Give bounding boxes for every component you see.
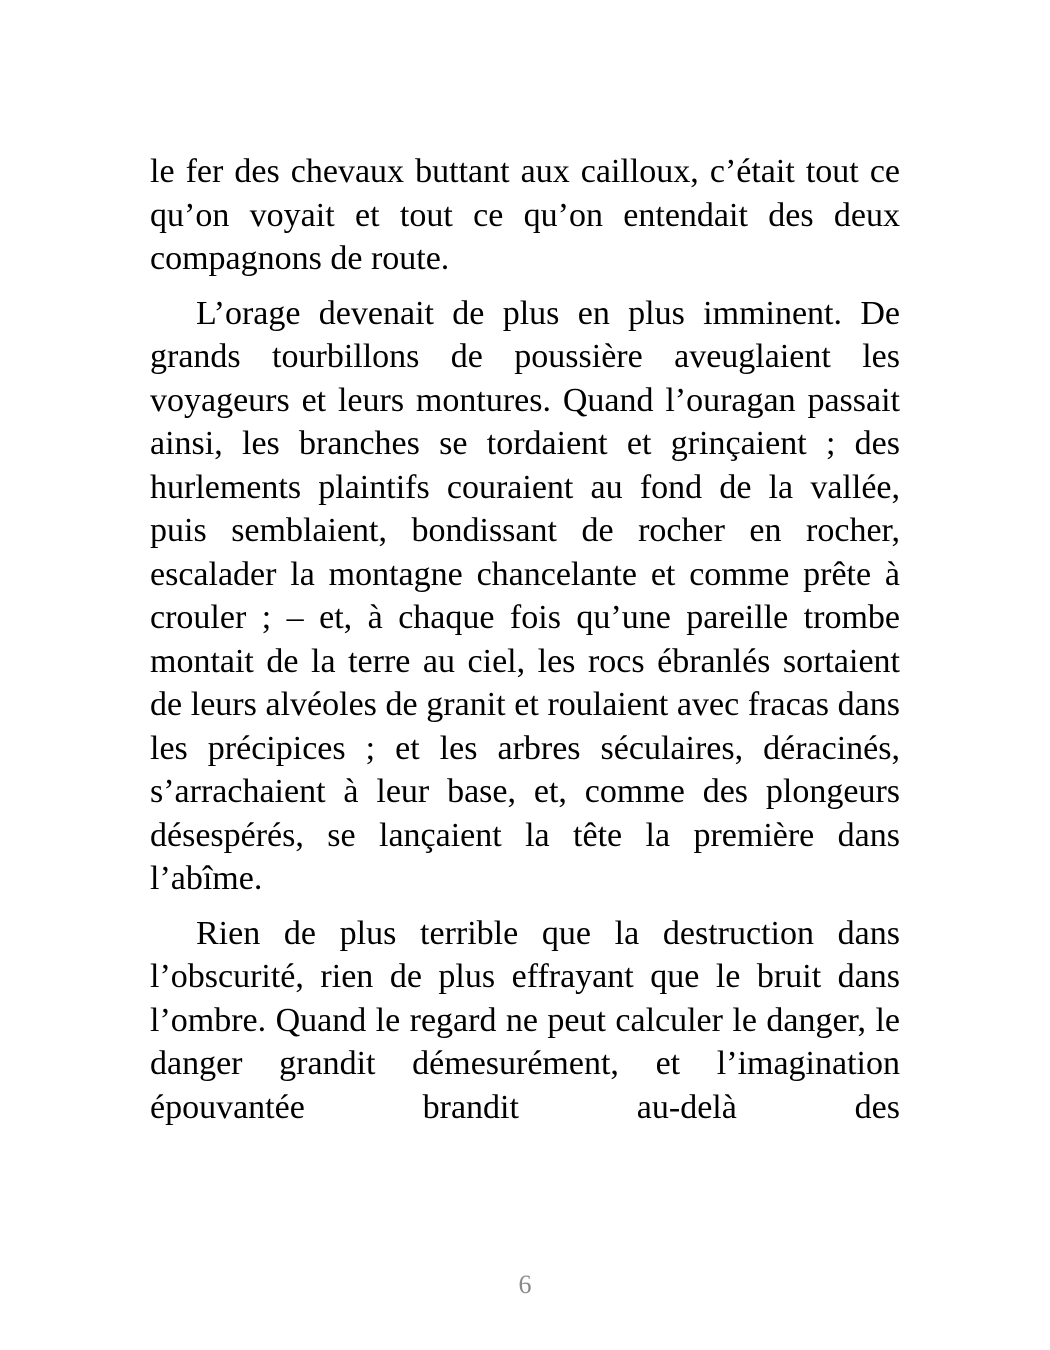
page-number: 6 xyxy=(518,1270,532,1299)
paragraph-storm: L’orage devenait de plus en plus imminent. De grands tourbillons de poussière aveuglaient les voyageurs et leurs montures. Quand l’ouragan passait ainsi, les branches se tordaient et grinçaient ; des hurlements plaintifs couraient au fond de la vallée, puis semblaient, bondissant de rocher en rocher, escalader la montagne chancelante et comme prête à crouler ; – et, à chaque fois qu’une pareille trombe montait de la terre au ciel, les rocs ébranlés sortaient de leurs alvéoles de granit et roulaient avec fracas dans les précipices ; et les arbres séculaires, déracinés, s’arrachaient à leur base, et, comme des plongeurs désespérés, se lançaient la tête la première dans l’abîme. xyxy=(150,294,900,897)
page-body-text xyxy=(150,150,900,1129)
paragraph-darkness: Rien de plus terrible que la destruction dans l’obscurité, rien de plus effrayant que le bruit dans l’ombre. Quand le regard ne peut calculer le danger, le danger grandit démesurément, et l’imagination épouvantée brandit au-delà des xyxy=(150,914,900,1126)
paragraph-continued: le fer des chevaux buttant aux cailloux, c’était tout ce qu’on voyait et tout ce qu’on entendait des deux compagnons de route. xyxy=(150,153,900,277)
